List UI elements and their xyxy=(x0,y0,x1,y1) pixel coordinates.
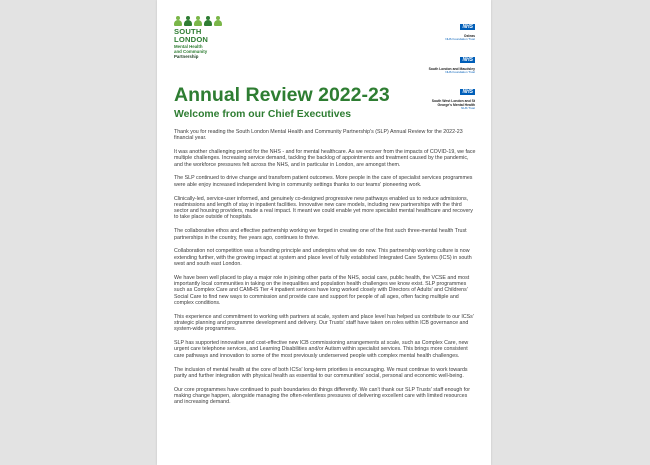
nhs-trust-name: South West London and St George's Mental Health xyxy=(431,99,475,107)
body-paragraph: The collaborative ethos and effective partnership working we forged in creating one of the first such three-mental health Trust partnerships in the country, five years ago, continues to thrive. xyxy=(174,228,467,241)
person-icon xyxy=(194,16,202,26)
document-subtitle: Welcome from our Chief Executives xyxy=(174,109,352,120)
body-paragraph: Thank you for reading the South London Mental Health and Community Partnership's (SLP) Annual Review for the 2022-23 financial year. xyxy=(174,129,463,142)
body-paragraph: Collaboration not competition was a founding principle and underpins what we do now. This partnership working culture is now extending further, with the growing impact at system and place level of fully established Integrated Care Systems (ICS) in south west and south east London. xyxy=(174,248,472,267)
nhs-logo-slam xyxy=(425,48,475,75)
nhs-trust-type: NHS Trust xyxy=(461,106,475,110)
logo-line-london: LONDON xyxy=(174,35,209,44)
nhs-trust-name: Oxleas xyxy=(463,34,475,38)
body-paragraph: It was another challenging period for the NHS - and for mental healthcare. As we recover from the impacts of COVID-19, we face multiple challenges. Increasing service demand, tackling the backlog of appointments and treatment caused by the pandemic, and the workforce pressures felt across the NHS, and in particular in London, are amongst them. xyxy=(174,149,476,168)
nhs-badge-icon: NHS xyxy=(462,24,473,30)
logo-sub-mental-health: Mental Health xyxy=(174,44,203,49)
slp-logo xyxy=(174,16,234,59)
nhs-badge-icon: NHS xyxy=(462,89,473,95)
document-body xyxy=(174,129,476,413)
person-icon xyxy=(214,16,222,26)
nhs-trust-name: South London and Maudsley xyxy=(428,66,475,71)
nhs-logo-swlstg xyxy=(425,80,475,111)
logo-sub-community: and Community xyxy=(174,49,208,54)
nhs-logo-oxleas xyxy=(425,15,475,42)
nhs-trust-logos xyxy=(425,15,475,117)
body-paragraph: Our core programmes have continued to push boundaries do things differently. We can't thank our SLP Trusts' staff enough for making change happen, alongside managing the often-relentless pressures of delivering excellent care with limited resources and increasing demand. xyxy=(174,386,470,406)
nhs-trust-type: NHS Foundation Trust xyxy=(445,37,475,41)
body-paragraph: Clinically-led, service-user informed, and genuinely co-designed progressive new pathways enabled us to reduce admissions, readmissions and length of stay in inpatient facilities. Innovative new care models, including new partnerships with the third sector and housing providers, made a real impact. It meant we could enable yet more specialist mental healthcare and recovery to take place outside of hospitals. xyxy=(174,195,473,221)
logo-sub-partnership: Partnership xyxy=(174,54,199,59)
document-title: Annual Review 2022-23 xyxy=(174,84,390,106)
body-paragraph: This experience and commitment to working with partners at scale, system and place level has helped us contribute to our ICSs' strategic planning and programme development and delivery. Our Trusts' staff have taken on roles within ICB governance and system-wide programmes. xyxy=(174,313,474,333)
person-icon xyxy=(204,16,212,26)
body-paragraph: The SLP continued to drive change and transform patient outcomes. More people in the care of specialist services programmes were able enjoy increased independent living in community settings thanks to our teams' pioneering work. xyxy=(174,175,473,188)
person-icon xyxy=(184,16,192,26)
body-paragraph: SLP has supported innovative and cost-effective new ICB commissioning arrangements at scale, such as Complex Care, new urgent care telephone services, and Learning Disabilities and/or Autism within specialist services. This brings more consistent care pathways and innovation to some of the most previously underserved people with complex mental health challenges. xyxy=(174,340,469,359)
document-page xyxy=(157,0,491,465)
body-paragraph: The inclusion of mental health at the core of both ICSs' long-term priorities is encouraging. We must continue to work towards parity and further integration with physical health as essential to our communities' social, personal and economic well-being. xyxy=(174,366,468,379)
people-icon xyxy=(174,16,234,26)
nhs-trust-type: NHS Foundation Trust xyxy=(445,69,475,74)
nhs-badge-icon: NHS xyxy=(462,56,473,63)
person-icon xyxy=(174,16,182,26)
body-paragraph: We have been well placed to play a major role in joining other parts of the NHS, social care, public health, the VCSE and most importantly local communities in taking on the inequalities and population health challenges we know exist. SLP programmes such as Complex Care and CAMHS Tier 4 inpatient services have long worked closely with Directors of Adults' and Childrens' Social Care to find new ways to commission and provide care and support for people of all ages, often facing multiple and complex conditions. xyxy=(174,274,470,306)
logo-line-south: SOUTH xyxy=(174,27,202,36)
